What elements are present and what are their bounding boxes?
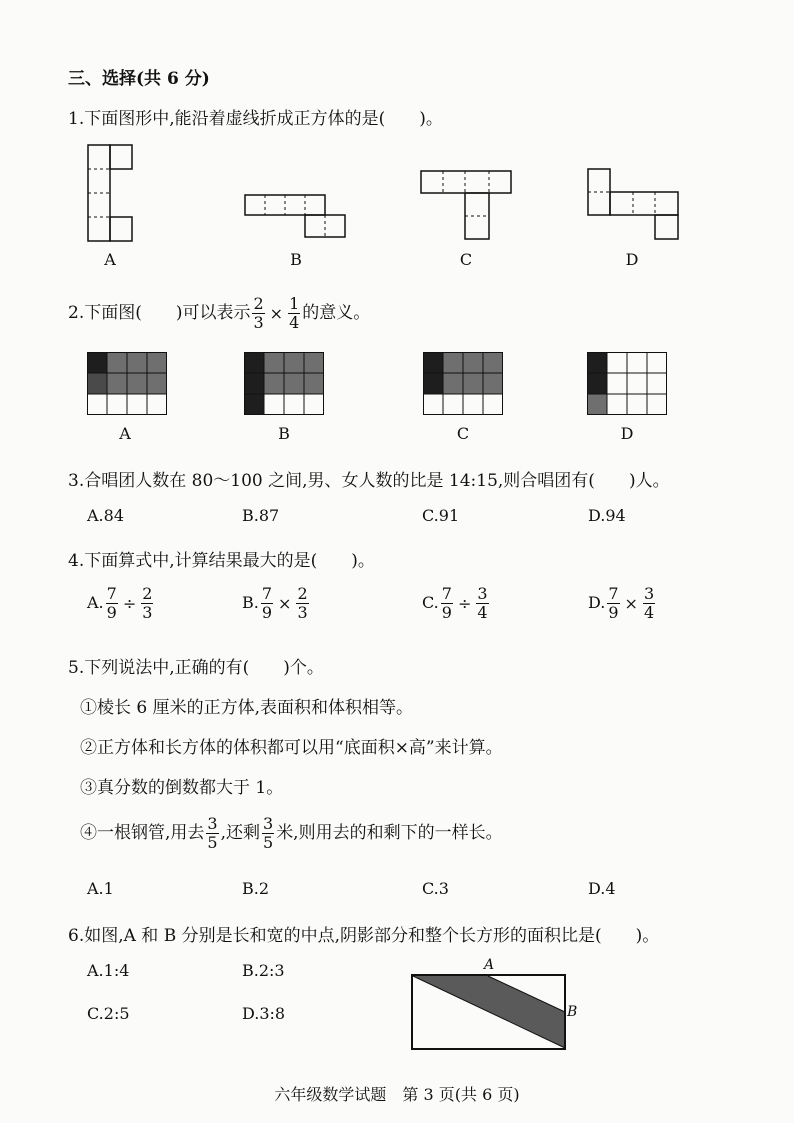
q4-option-a: A. $\frac{7}{9}$ ÷ $\frac{2}{3}$: [87, 584, 153, 622]
q2-grid-d: [587, 352, 667, 416]
q6-point-a-label: A: [484, 957, 495, 973]
q3-option-a: A.84: [87, 506, 124, 525]
q5-option-d: D.4: [588, 879, 616, 898]
q5-option-a: A.1: [87, 879, 114, 898]
q5-statement-1: ①棱长 6 厘米的正方体,表面积和体积相等。: [80, 698, 414, 718]
q6-option-b: B.2:3: [242, 961, 285, 980]
q3-option-b: B.87: [242, 506, 280, 525]
question-3-stem: 3.合唱团人数在 80～100 之间,男、女人数的比是 14:15,则合唱团有( )人。: [68, 471, 670, 491]
q2-grid-b: [244, 352, 324, 416]
q1-label-c: C: [459, 250, 473, 269]
question-1-stem: 1.下面图形中,能沿着虚线折成正方体的是( )。: [68, 109, 443, 129]
q5-statement-4: ④一根钢管,用去 $\frac{3}{5}$ ,还剩 $\frac{3}{5}$ 米,则用去的和剩下的一样长。: [80, 814, 503, 852]
q4-option-d: D. $\frac{7}{9}$ × $\frac{3}{4}$: [588, 584, 655, 622]
question-6-stem: 6.如图,A 和 B 分别是长和宽的中点,阴影部分和整个长方形的面积比是( )。: [68, 926, 660, 946]
q2-label-c: C: [456, 424, 470, 443]
q2-label-a: A: [119, 424, 131, 443]
q2-label-d: D: [620, 424, 634, 443]
q5-option-b: B.2: [242, 879, 270, 898]
q1-net-a: [87, 144, 135, 244]
q4-option-b: B. $\frac{7}{9}$ × $\frac{2}{3}$: [242, 584, 308, 622]
q5-statement-3: ③真分数的倒数都大于 1。: [80, 778, 284, 798]
q3-option-c: C.91: [422, 506, 460, 525]
question-2-stem: 2.下面图( )可以表示 $\frac{2}{3}$ × $\frac{1}{4}$ 的意义。: [68, 294, 371, 332]
q5-option-c: C.3: [422, 879, 449, 898]
q1-label-b: B: [290, 250, 302, 269]
question-4-stem: 4.下面算式中,计算结果最大的是( )。: [68, 551, 375, 571]
q3-option-d: D.94: [588, 506, 626, 525]
q1-net-d: [587, 168, 681, 242]
q4-option-c: C. $\frac{7}{9}$ ÷ $\frac{3}{4}$: [422, 584, 488, 622]
q6-rectangle-figure: [411, 974, 567, 1052]
q5-statement-2: ②正方体和长方体的体积都可以用“底面积×高”来计算。: [80, 738, 503, 758]
q6-option-c: C.2:5: [87, 1004, 130, 1023]
q6-option-a: A.1:4: [87, 961, 130, 980]
q2-grid-a: [87, 352, 167, 416]
q1-net-c: [420, 170, 514, 242]
q1-net-b: [244, 194, 348, 240]
q6-point-b-label: B: [567, 1004, 578, 1020]
q2-grid-c: [423, 352, 503, 416]
q2-label-b: B: [278, 424, 290, 443]
q1-label-d: D: [625, 250, 639, 269]
section-title: 三、选择(共 6 分): [68, 69, 210, 89]
q1-label-a: A: [104, 250, 116, 269]
page-footer: 六年级数学试题 第 3 页(共 6 页): [274, 1085, 520, 1104]
question-5-stem: 5.下列说法中,正确的有( )个。: [68, 658, 324, 678]
q6-option-d: D.3:8: [242, 1004, 286, 1023]
